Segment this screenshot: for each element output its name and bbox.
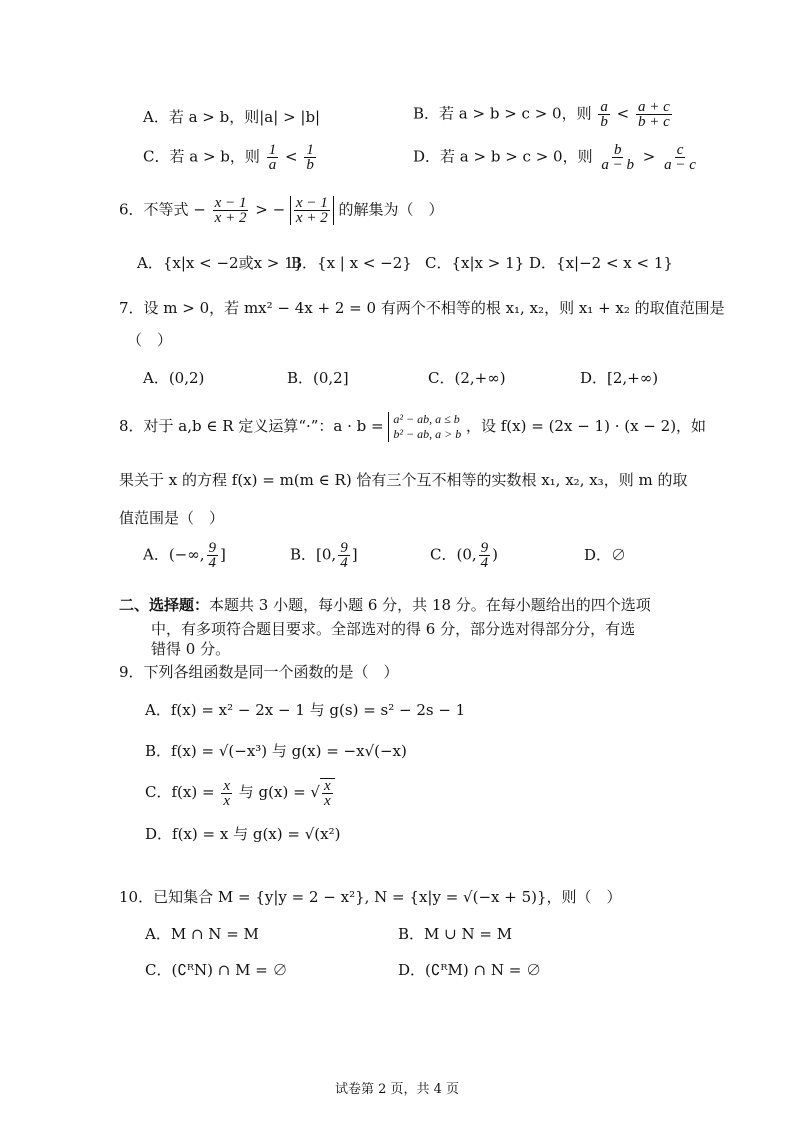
q8-option-c	[430, 541, 498, 570]
q5-option-d	[413, 143, 700, 172]
fraction: $\frac{1}{a}$	[268, 142, 277, 173]
q6-option-b: B．{x | x < −2}	[291, 254, 412, 272]
less-than: <	[616, 104, 630, 123]
q10-option-c: C．(∁ᴿN) ∩ M = ∅	[145, 961, 288, 979]
fraction: $\frac{a + c}{b + c}$	[638, 99, 670, 130]
radical-overline	[320, 778, 335, 808]
fraction: $\frac{a}{b}$	[600, 99, 608, 130]
q8-stem	[119, 412, 706, 442]
q9-stem: 9．下列各组函数是同一个函数的是（ ）	[119, 663, 399, 681]
section-2-header	[119, 595, 651, 615]
q10-stem: 10．已知集合 M = {y|y = 2 − x²}, N = {x|y = √(−x + 5)}，则（ ）	[119, 888, 622, 906]
q9-option-a: A．f(x) = x² − 2x − 1 与 g(s) = s² − 2s − 1	[145, 701, 466, 719]
q5-option-a: A．若 a > b，则|a| > |b|	[143, 108, 321, 126]
case-2: b² − ab, a > b	[393, 427, 462, 441]
q5-option-c-text: C．若 a > b，则	[143, 147, 260, 166]
q7-option-b: B．(0,2]	[287, 369, 349, 387]
greater-than: >	[642, 147, 656, 166]
q9-option-c	[145, 778, 335, 808]
q8-b-pre: B．[0,	[290, 545, 337, 564]
q8-option-a	[143, 541, 226, 570]
fraction: $\frac{x}{x}$	[223, 777, 230, 809]
q8-c-pre: C．(0,	[430, 545, 477, 564]
fraction: $\frac{9}{4}$	[340, 540, 348, 571]
section-title: 二、选择题：	[119, 596, 210, 614]
q7-stem-paren: （ ）	[127, 331, 173, 349]
q10-option-d: D．(∁ᴿM) ∩ N = ∅	[398, 961, 542, 979]
absolute-value	[290, 196, 334, 225]
q5-option-c	[143, 143, 318, 172]
q6-stem-post: 的解集为（ ）	[338, 200, 444, 219]
piecewise-cases	[388, 412, 461, 442]
q8-stem-line3: 值范围是（ ）	[119, 509, 225, 527]
fraction: $\frac{x - 1}{x + 2}$	[214, 195, 247, 226]
q10-option-b: B．M ∪ N = M	[398, 925, 513, 943]
case-1: a² − ab, a ≤ b	[393, 412, 460, 426]
fraction: $\frac{b}{a - b}$	[601, 142, 635, 173]
fraction: $\frac{x - 1}{x + 2}$	[295, 195, 328, 226]
q8-stem-line2: 果关于 x 的方程 f(x) = m(m ∈ R) 恰有三个互不相等的实数根 x₁, x₂, x₃，则 m 的取	[119, 471, 688, 489]
q6-option-a: A．{x|x < −2或x > 1}	[137, 254, 304, 272]
page-footer: 试卷第 2 页，共 4 页	[334, 1082, 460, 1097]
q8-option-d: D．∅	[584, 546, 627, 564]
section-2-line2: 中，有多项符合题目要求。全部选对的得 6 分，部分选对得部分分，有选	[151, 620, 636, 638]
fraction: $\frac{1}{b}$	[306, 142, 314, 173]
q5-option-b	[413, 100, 674, 129]
q6-option-c: C．{x|x > 1}	[425, 254, 525, 272]
q8-a-post: ]	[220, 545, 226, 564]
q8-a-pre: A．(−∞,	[143, 545, 205, 564]
q10-option-a: A．M ∩ N = M	[145, 925, 259, 943]
fraction: $\frac{9}{4}$	[480, 540, 489, 571]
fraction: $\frac{x}{x}$	[323, 778, 331, 809]
q9-option-d: D．f(x) = x 与 g(x) = √(x²)	[145, 825, 341, 843]
q7-option-c: C．(2,+∞)	[428, 369, 506, 387]
section-instructions: 本题共 3 小题，每小题 6 分，共 18 分。在每小题给出的四个选项	[209, 596, 651, 614]
q6-stem-pre: 6．不等式 −	[119, 200, 206, 219]
section-2-line3: 错得 0 分。	[151, 640, 231, 658]
q6-stem-mid: > −	[255, 200, 286, 219]
q5-option-d-text: D．若 a > b > c > 0，则	[413, 147, 593, 166]
q6-stem	[119, 196, 444, 225]
q8-c-post: )	[492, 545, 499, 564]
q9-c-mid: 与 g(x) = √	[238, 783, 320, 801]
q9-c-pre: C．f(x) =	[145, 783, 215, 801]
q8-stem-post: ，设 f(x) = (2x − 1) · (x − 2)，如	[465, 417, 707, 435]
q8-option-b	[290, 541, 358, 570]
q8-b-post: ]	[351, 545, 358, 564]
q9-option-b: B．f(x) = √(−x³) 与 g(x) = −x√(−x)	[145, 742, 407, 760]
less-than: <	[284, 147, 298, 166]
q7-stem: 7．设 m > 0，若 mx² − 4x + 2 = 0 有两个不相等的根 x₁, x₂，则 x₁ + x₂ 的取值范围是	[119, 299, 725, 317]
q8-stem-pre: 8．对于 a,b ∈ R 定义运算“·”：a · b =	[119, 417, 384, 435]
q6-option-d: D．{x|−2 < x < 1}	[529, 254, 673, 272]
q5-option-b-text: B．若 a > b > c > 0，则	[413, 104, 592, 123]
q7-option-d: D．[2,+∞)	[580, 369, 659, 387]
fraction: $\frac{c}{a - c}$	[664, 142, 696, 173]
fraction: $\frac{9}{4}$	[208, 540, 217, 571]
q7-option-a: A．(0,2)	[143, 369, 205, 387]
